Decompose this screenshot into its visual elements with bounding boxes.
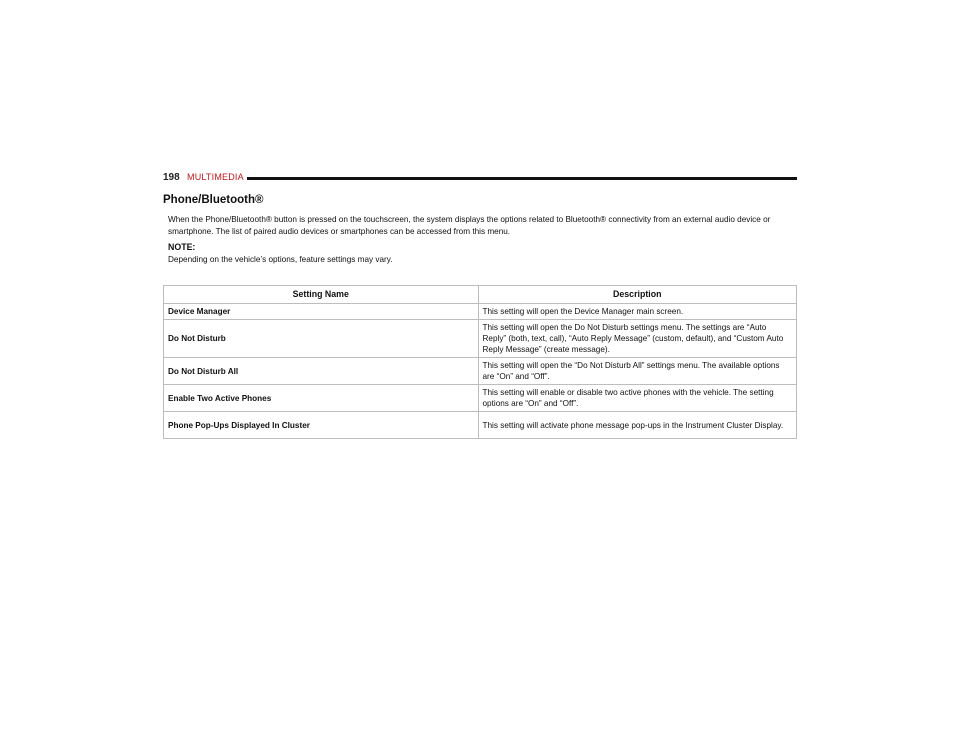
setting-name: Phone Pop-Ups Displayed In Cluster: [164, 412, 479, 439]
table-row: [164, 304, 797, 320]
page-header: [163, 172, 797, 186]
settings-table: [163, 285, 797, 439]
setting-description: This setting will enable or disable two active phones with the vehicle. The setting options are “On” and “Off”.: [478, 385, 797, 412]
table-row: [164, 358, 797, 385]
setting-name: Device Manager: [164, 304, 479, 320]
section-title: Phone/Bluetooth®: [163, 194, 264, 206]
intro-paragraph: When the Phone/Bluetooth® button is pressed on the touchscreen, the system displays the options related to Bluetooth® connectivity from an external audio device or smartphone. The list of paired audio devices or smartphones can be accessed from this menu.: [168, 215, 771, 236]
page-number: 198: [163, 172, 180, 183]
table-row: [164, 385, 797, 412]
setting-name: Do Not Disturb: [164, 320, 479, 358]
table-row: [164, 320, 797, 358]
setting-name: Do Not Disturb All: [164, 358, 479, 385]
note-label: NOTE:: [168, 242, 196, 252]
table-header-row: [164, 286, 797, 304]
setting-description: This setting will open the “Do Not Disturb All” settings menu. The available options are “On” and “Off”.: [478, 358, 797, 385]
note-text: Depending on the vehicle’s options, feature settings may vary.: [168, 255, 393, 264]
column-header-description: Description: [478, 286, 797, 304]
table-row: [164, 412, 797, 439]
setting-name: Enable Two Active Phones: [164, 385, 479, 412]
section-name: MULTIMEDIA: [187, 172, 244, 182]
setting-description: This setting will open the Device Manager main screen.: [478, 304, 797, 320]
header-rule: [247, 177, 797, 180]
column-header-setting-name: Setting Name: [164, 286, 479, 304]
setting-description: This setting will open the Do Not Disturb settings menu. The settings are “Auto Reply” (both, text, call), “Auto Reply Message” (custom, default), and “Custom Auto Reply Message” (create message).: [478, 320, 797, 358]
setting-description: This setting will activate phone message pop-ups in the Instrument Cluster Display.: [478, 412, 797, 439]
